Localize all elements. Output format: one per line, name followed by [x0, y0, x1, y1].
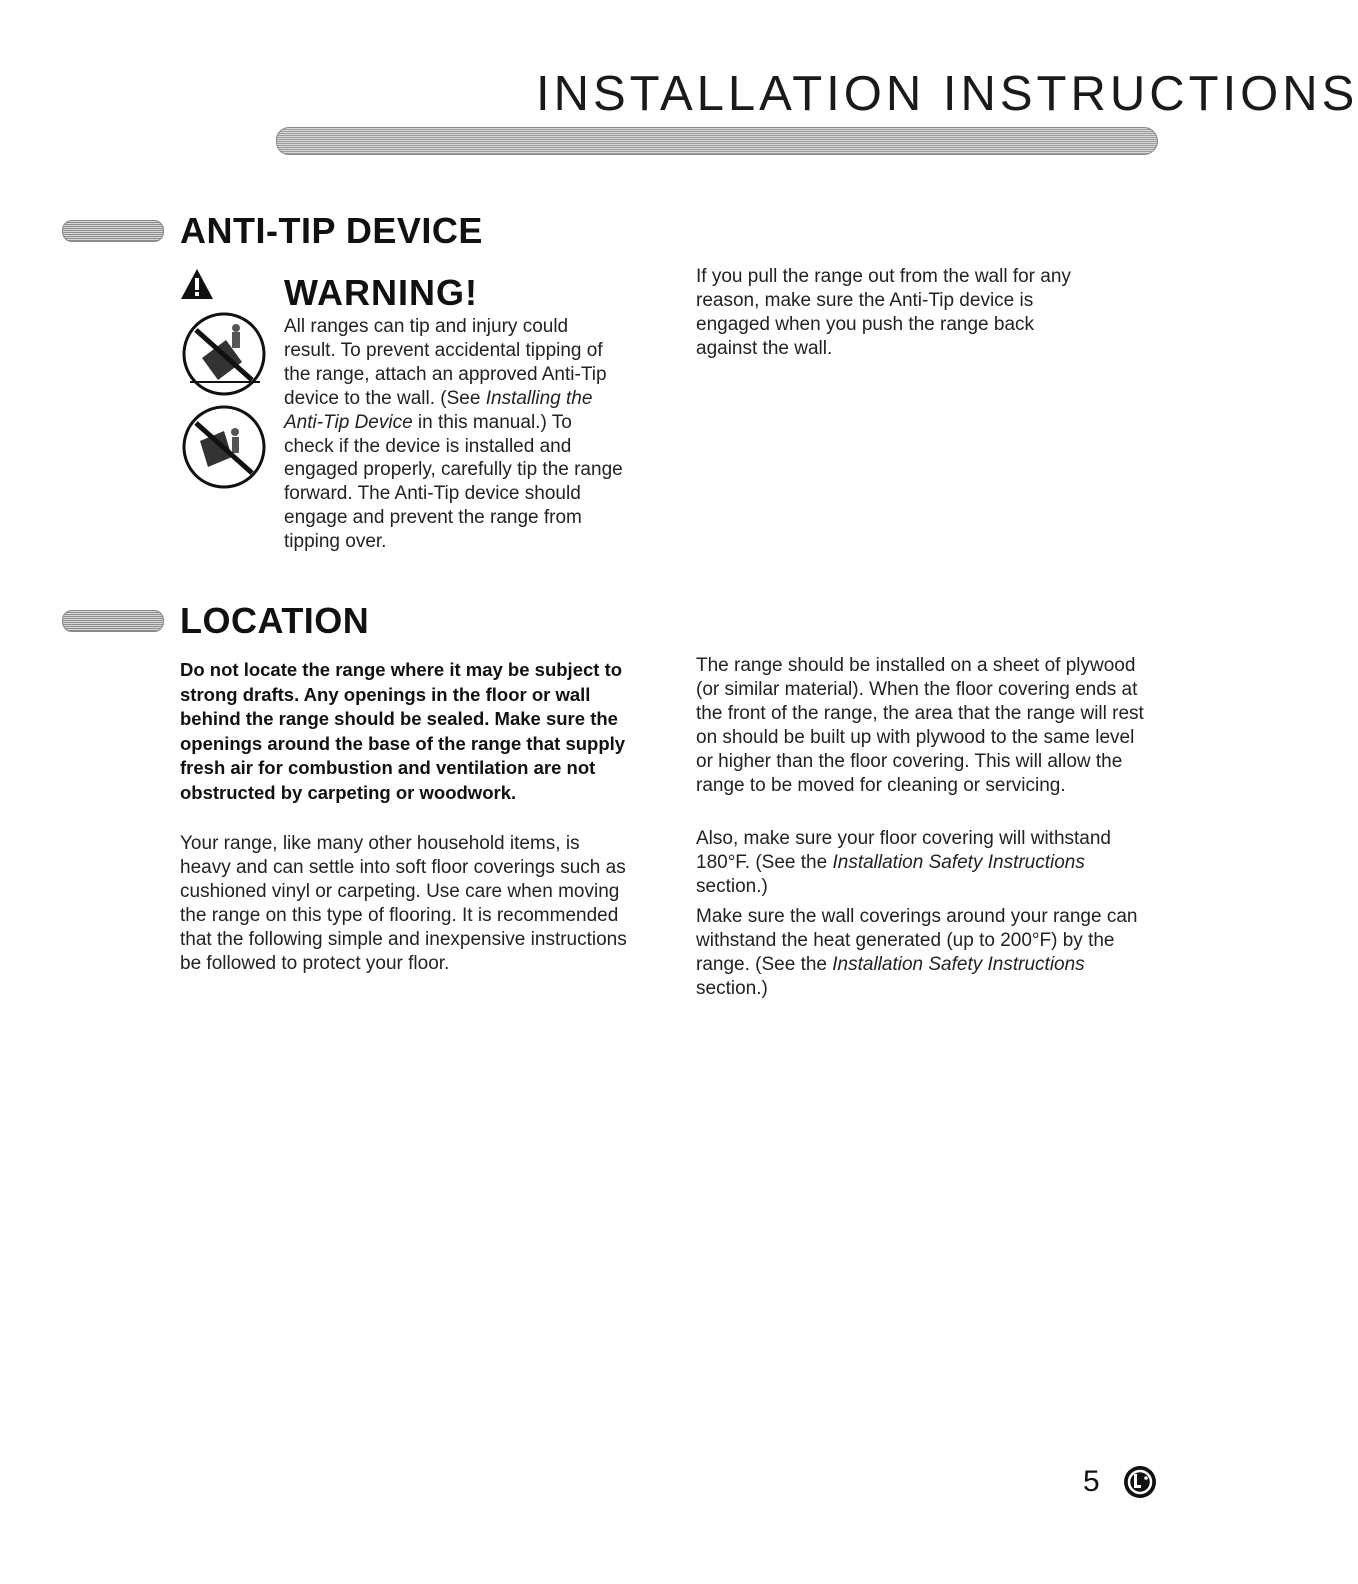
lg-logo-icon [1123, 1465, 1157, 1499]
safety-reference: Installation Safety Instructions [832, 953, 1085, 975]
warning-text: All ranges can tip and injury could result. To prevent accidental tipping of the range, attach an approved Anti-Tip device to the wall. (See Installing the Anti-Tip Device in this manual.) To check if the device is installed and engaged properly, carefully tip the range forward. The Anti-Tip device should engage and prevent the range from tipping over. [284, 316, 623, 553]
anti-tip-heading: ANTI-TIP DEVICE [180, 210, 483, 251]
title-bar-decoration [276, 127, 1158, 155]
page-number: 5 [1083, 1465, 1100, 1498]
section-marker [62, 610, 164, 632]
location-right-p1: The range should be installed on a sheet of plywood (or similar material). When the floor covering ends at the front of the range, the area that the range will rest on should be built up with plywood to the same level or higher than the floor covering. This will allow the range to be moved for cleaning or servicing. [696, 655, 1144, 796]
section-marker [62, 220, 164, 242]
no-tipping-range-icon [180, 310, 268, 398]
no-child-on-door-icon [180, 403, 268, 491]
location-right-p3: Make sure the wall coverings around your range can withstand the heat generated (up to 200°F) by the range. (See the Installation Safety Instructions section.) [696, 906, 1138, 999]
location-heading: LOCATION [180, 600, 370, 641]
location-left-text: Your range, like many other household items, is heavy and can settle into soft floor coverings such as cushioned vinyl or carpeting. Use care when moving the range on this type of flooring. It is recommended that the following simple and inexpensive instructions be followed to protect your floor. [180, 833, 627, 974]
anti-tip-right-text: If you pull the range out from the wall for any reason, make sure the Anti-Tip device is engaged when you push the range back against the wall. [696, 266, 1071, 359]
warning-title: WARNING! [284, 272, 478, 313]
anti-tip-reference: Installing the Anti-Tip Device [284, 387, 593, 433]
safety-reference: Installation Safety Instructions [832, 851, 1085, 873]
location-right-p2: Also, make sure your floor covering will withstand 180°F. (See the Installation Safety Instructions section.) [696, 828, 1112, 897]
location-bold-text: Do not locate the range where it may be subject to strong drafts. Any openings in the floor or wall behind the range should be sealed. Make sure the openings around the base of the range that supply fresh air for combustion and ventilation are not obstructed by carpeting or woodwork. [180, 659, 626, 803]
page-title: INSTALLATION INSTRUCTIONS [536, 67, 1358, 121]
warning-triangle-icon [180, 268, 214, 300]
